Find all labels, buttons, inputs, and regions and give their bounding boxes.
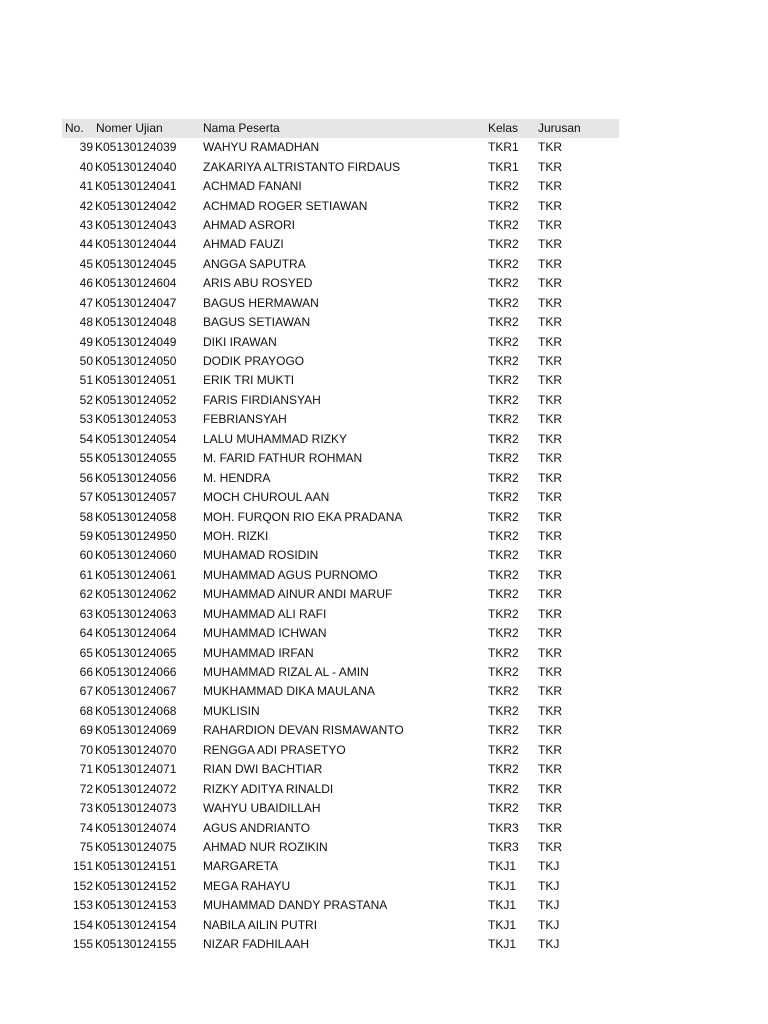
cell-jurusan: TKJ	[538, 878, 560, 893]
cell-jurusan: TKR	[538, 159, 562, 174]
cell-nama-peserta: LALU MUHAMMAD RIZKY	[203, 431, 348, 446]
table-row	[62, 779, 619, 798]
cell-no: 64	[79, 626, 93, 641]
cell-nama-peserta: MOH. RIZKI	[203, 528, 269, 543]
cell-no: 42	[79, 198, 93, 213]
cell-nomer-ujian: K05130124074	[95, 820, 177, 835]
cell-nama-peserta: ACHMAD ROGER SETIAWAN	[203, 198, 368, 213]
cell-kelas: TKR2	[488, 373, 519, 388]
cell-no: 71	[79, 762, 93, 777]
table-row	[62, 896, 619, 915]
cell-nama-peserta: MUHAMMAD RIZAL AL - AMIN	[203, 665, 369, 680]
cell-nomer-ujian: K05130124064	[95, 626, 177, 641]
table-row	[62, 702, 619, 721]
cell-kelas: TKR2	[488, 781, 519, 796]
cell-kelas: TKR2	[488, 392, 519, 407]
cell-jurusan: TKR	[538, 528, 562, 543]
cell-no: 45	[79, 256, 93, 271]
cell-jurusan: TKJ	[538, 898, 560, 913]
table-row	[62, 741, 619, 760]
cell-nama-peserta: RENGGA ADI PRASETYO	[203, 742, 346, 757]
cell-nama-peserta: AGUS ANDRIANTO	[203, 820, 311, 835]
cell-nama-peserta: MEGA RAHAYU	[203, 878, 291, 893]
cell-kelas: TKR2	[488, 723, 519, 738]
cell-jurusan: TKR	[538, 626, 562, 641]
cell-jurusan: TKJ	[538, 859, 560, 874]
table-row	[62, 818, 619, 837]
cell-jurusan: TKJ	[538, 937, 560, 952]
table-row	[62, 935, 619, 954]
cell-kelas: TKR1	[488, 159, 519, 174]
cell-nama-peserta: AHMAD FAUZI	[203, 237, 284, 252]
table-row	[62, 255, 619, 274]
cell-nama-peserta: ZAKARIYA ALTRISTANTO FIRDAUS	[203, 159, 401, 174]
cell-nama-peserta: BAGUS SETIAWAN	[203, 315, 311, 330]
table-row	[62, 468, 619, 487]
cell-nama-peserta: ACHMAD FANANI	[203, 179, 302, 194]
cell-nomer-ujian: K05130124051	[95, 373, 177, 388]
cell-kelas: TKR3	[488, 839, 519, 854]
cell-kelas: TKR2	[488, 509, 519, 524]
cell-no: 58	[79, 509, 93, 524]
cell-kelas: TKR2	[488, 198, 519, 213]
cell-nama-peserta: DODIK PRAYOGO	[203, 354, 305, 369]
cell-no: 57	[79, 490, 93, 505]
cell-nomer-ujian: K05130124155	[95, 937, 177, 952]
cell-nomer-ujian: K05130124055	[95, 451, 177, 466]
cell-nomer-ujian: K05130124151	[95, 859, 177, 874]
cell-kelas: TKR2	[488, 295, 519, 310]
cell-jurusan: TKR	[538, 645, 562, 660]
table-row	[62, 916, 619, 935]
cell-nomer-ujian: K05130124056	[95, 470, 177, 485]
cell-no: 49	[79, 334, 93, 349]
cell-jurusan: TKR	[538, 839, 562, 854]
cell-nomer-ujian: K05130124067	[95, 684, 177, 699]
cell-kelas: TKR2	[488, 179, 519, 194]
table-row	[62, 313, 619, 332]
cell-no: 74	[79, 820, 93, 835]
cell-kelas: TKR2	[488, 451, 519, 466]
cell-kelas: TKR2	[488, 256, 519, 271]
table-row	[62, 877, 619, 896]
cell-nama-peserta: RAHARDION DEVAN RISMAWANTO	[203, 723, 404, 738]
cell-kelas: TKR2	[488, 742, 519, 757]
header-kelas: Kelas	[488, 121, 519, 135]
cell-nama-peserta: MUHAMMAD AINUR ANDI MARUF	[203, 587, 393, 602]
cell-kelas: TKR2	[488, 703, 519, 718]
cell-nama-peserta: FARIS FIRDIANSYAH	[203, 392, 321, 407]
cell-jurusan: TKR	[538, 665, 562, 680]
cell-no: 54	[79, 431, 93, 446]
cell-jurusan: TKR	[538, 742, 562, 757]
cell-no: 39	[79, 140, 93, 155]
cell-kelas: TKR2	[488, 626, 519, 641]
cell-nama-peserta: MUKLISIN	[203, 703, 260, 718]
cell-no: 61	[79, 567, 93, 582]
cell-nama-peserta: MUHAMMAD ICHWAN	[203, 626, 327, 641]
cell-kelas: TKR2	[488, 237, 519, 252]
cell-kelas: TKR2	[488, 684, 519, 699]
cell-no: 46	[79, 276, 93, 291]
cell-kelas: TKR2	[488, 412, 519, 427]
cell-nomer-ujian: K05130124061	[95, 567, 177, 582]
table-row	[62, 332, 619, 351]
cell-nomer-ujian: K05130124153	[95, 898, 177, 913]
cell-jurusan: TKR	[538, 801, 562, 816]
cell-nomer-ujian: K05130124060	[95, 548, 177, 563]
cell-jurusan: TKR	[538, 606, 562, 621]
cell-kelas: TKJ1	[488, 937, 517, 952]
cell-kelas: TKR2	[488, 762, 519, 777]
cell-nomer-ujian: K05130124069	[95, 723, 177, 738]
table-row	[62, 430, 619, 449]
cell-no: 60	[79, 548, 93, 563]
cell-nama-peserta: WAHYU UBAIDILLAH	[203, 801, 321, 816]
table-row	[62, 371, 619, 390]
cell-kelas: TKJ1	[488, 859, 517, 874]
cell-jurusan: TKR	[538, 276, 562, 291]
cell-nomer-ujian: K05130124043	[95, 217, 177, 232]
cell-no: 66	[79, 665, 93, 680]
cell-no: 50	[79, 354, 93, 369]
cell-kelas: TKR2	[488, 645, 519, 660]
cell-no: 47	[79, 295, 93, 310]
cell-jurusan: TKR	[538, 762, 562, 777]
cell-jurusan: TKR	[538, 217, 562, 232]
cell-nomer-ujian: K05130124041	[95, 179, 177, 194]
header-row	[62, 119, 619, 138]
cell-no: 44	[79, 237, 93, 252]
header-no: No.	[65, 121, 84, 135]
cell-nomer-ujian: K05130124065	[95, 645, 177, 660]
table-row	[62, 799, 619, 818]
cell-nama-peserta: MUKHAMMAD DIKA MAULANA	[203, 684, 376, 699]
table-row	[62, 857, 619, 876]
cell-nama-peserta: MARGARETA	[203, 859, 279, 874]
cell-nama-peserta: MOH. FURQON RIO EKA PRADANA	[203, 509, 403, 524]
table-row	[62, 546, 619, 565]
cell-nomer-ujian: K05130124052	[95, 392, 177, 407]
cell-no: 40	[79, 159, 93, 174]
table-row	[62, 488, 619, 507]
cell-no: 56	[79, 470, 93, 485]
cell-jurusan: TKR	[538, 412, 562, 427]
cell-no: 65	[79, 645, 93, 660]
cell-nama-peserta: ANGGA SAPUTRA	[203, 256, 306, 271]
cell-nama-peserta: MUHAMMAD IRFAN	[203, 645, 314, 660]
cell-no: 43	[79, 217, 93, 232]
cell-nama-peserta: MUHAMMAD AGUS PURNOMO	[203, 567, 378, 582]
table-row	[62, 157, 619, 176]
cell-jurusan: TKR	[538, 256, 562, 271]
cell-kelas: TKR2	[488, 276, 519, 291]
cell-nama-peserta: MUHAMMAD ALI RAFI	[203, 606, 327, 621]
participant-table	[62, 119, 619, 954]
cell-jurusan: TKR	[538, 198, 562, 213]
cell-jurusan: TKR	[538, 509, 562, 524]
cell-nomer-ujian: K05130124045	[95, 256, 177, 271]
cell-nomer-ujian: K05130124604	[95, 276, 177, 291]
cell-no: 69	[79, 723, 93, 738]
cell-nomer-ujian: K05130124070	[95, 742, 177, 757]
cell-kelas: TKR2	[488, 431, 519, 446]
table-row	[62, 196, 619, 215]
cell-nomer-ujian: K05130124042	[95, 198, 177, 213]
cell-nomer-ujian: K05130124049	[95, 334, 177, 349]
cell-kelas: TKR2	[488, 490, 519, 505]
cell-nama-peserta: NIZAR FADHILAAH	[203, 937, 310, 952]
cell-jurusan: TKJ	[538, 917, 560, 932]
cell-no: 63	[79, 606, 93, 621]
table-row	[62, 643, 619, 662]
cell-jurusan: TKR	[538, 392, 562, 407]
table-row	[62, 216, 619, 235]
cell-jurusan: TKR	[538, 354, 562, 369]
table-row	[62, 605, 619, 624]
table-row	[62, 624, 619, 643]
cell-nama-peserta: AHMAD NUR ROZIKIN	[203, 839, 328, 854]
cell-jurusan: TKR	[538, 295, 562, 310]
cell-jurusan: TKR	[538, 781, 562, 796]
table-row	[62, 294, 619, 313]
cell-nomer-ujian: K05130124054	[95, 431, 177, 446]
cell-jurusan: TKR	[538, 820, 562, 835]
cell-no: 155	[72, 937, 93, 952]
cell-nomer-ujian: K05130124039	[95, 140, 177, 155]
cell-kelas: TKJ1	[488, 878, 517, 893]
cell-nomer-ujian: K05130124154	[95, 917, 177, 932]
cell-jurusan: TKR	[538, 451, 562, 466]
cell-nomer-ujian: K05130124044	[95, 237, 177, 252]
cell-nomer-ujian: K05130124063	[95, 606, 177, 621]
table-row	[62, 274, 619, 293]
cell-nama-peserta: RIZKY ADITYA RINALDI	[203, 781, 334, 796]
cell-jurusan: TKR	[538, 237, 562, 252]
table-row	[62, 235, 619, 254]
cell-nomer-ujian: K05130124057	[95, 490, 177, 505]
cell-no: 70	[79, 742, 93, 757]
table-body	[62, 138, 619, 954]
cell-no: 68	[79, 703, 93, 718]
cell-no: 55	[79, 451, 93, 466]
cell-nama-peserta: DIKI IRAWAN	[203, 334, 277, 349]
cell-nomer-ujian: K05130124047	[95, 295, 177, 310]
cell-kelas: TKR2	[488, 606, 519, 621]
cell-jurusan: TKR	[538, 334, 562, 349]
header-jurusan: Jurusan	[538, 121, 581, 135]
table-row	[62, 177, 619, 196]
cell-jurusan: TKR	[538, 140, 562, 155]
table-row	[62, 585, 619, 604]
table-row	[62, 391, 619, 410]
table-row	[62, 682, 619, 701]
cell-no: 41	[79, 179, 93, 194]
cell-jurusan: TKR	[538, 684, 562, 699]
table-row	[62, 760, 619, 779]
cell-kelas: TKR2	[488, 528, 519, 543]
cell-kelas: TKR2	[488, 315, 519, 330]
table-row	[62, 838, 619, 857]
cell-jurusan: TKR	[538, 431, 562, 446]
cell-nama-peserta: MUHAMMAD DANDY PRASTANA	[203, 898, 388, 913]
cell-nama-peserta: WAHYU RAMADHAN	[203, 140, 320, 155]
table-row	[62, 566, 619, 585]
cell-jurusan: TKR	[538, 723, 562, 738]
cell-nama-peserta: AHMAD ASRORI	[203, 217, 296, 232]
cell-kelas: TKR2	[488, 801, 519, 816]
cell-nomer-ujian: K05130124950	[95, 528, 177, 543]
cell-no: 48	[79, 315, 93, 330]
cell-kelas: TKR2	[488, 665, 519, 680]
cell-nama-peserta: ARIS ABU ROSYED	[203, 276, 313, 291]
cell-no: 153	[72, 898, 93, 913]
cell-nomer-ujian: K05130124053	[95, 412, 177, 427]
table-row	[62, 721, 619, 740]
cell-no: 75	[79, 839, 93, 854]
cell-jurusan: TKR	[538, 179, 562, 194]
cell-kelas: TKR2	[488, 567, 519, 582]
cell-nomer-ujian: K05130124050	[95, 354, 177, 369]
cell-nomer-ujian: K05130124040	[95, 159, 177, 174]
table-header	[62, 119, 619, 138]
header-nomer-ujian: Nomer Ujian	[96, 121, 163, 135]
cell-nama-peserta: NABILA AILIN PUTRI	[203, 917, 318, 932]
cell-nama-peserta: RIAN DWI BACHTIAR	[203, 762, 323, 777]
cell-nama-peserta: MUHAMAD ROSIDIN	[203, 548, 319, 563]
cell-nomer-ujian: K05130124066	[95, 665, 177, 680]
cell-nama-peserta: BAGUS HERMAWAN	[203, 295, 319, 310]
table-row	[62, 663, 619, 682]
cell-jurusan: TKR	[538, 315, 562, 330]
cell-nama-peserta: FEBRIANSYAH	[203, 412, 287, 427]
cell-no: 67	[79, 684, 93, 699]
cell-no: 154	[72, 917, 93, 932]
cell-nama-peserta: ERIK TRI MUKTI	[203, 373, 295, 388]
participant-list-sheet	[62, 119, 619, 954]
cell-no: 59	[79, 528, 93, 543]
cell-nama-peserta: MOCH CHUROUL AAN	[203, 490, 330, 505]
table-row	[62, 410, 619, 429]
cell-jurusan: TKR	[538, 548, 562, 563]
cell-jurusan: TKR	[538, 587, 562, 602]
cell-no: 51	[79, 373, 93, 388]
table-row	[62, 138, 619, 157]
cell-nomer-ujian: K05130124075	[95, 839, 177, 854]
cell-nomer-ujian: K05130124072	[95, 781, 177, 796]
cell-nomer-ujian: K05130124048	[95, 315, 177, 330]
cell-jurusan: TKR	[538, 490, 562, 505]
cell-nomer-ujian: K05130124062	[95, 587, 177, 602]
cell-no: 62	[79, 587, 93, 602]
cell-nomer-ujian: K05130124068	[95, 703, 177, 718]
cell-nomer-ujian: K05130124058	[95, 509, 177, 524]
cell-kelas: TKR2	[488, 470, 519, 485]
cell-no: 72	[79, 781, 93, 796]
cell-no: 73	[79, 801, 93, 816]
cell-kelas: TKR2	[488, 354, 519, 369]
cell-nama-peserta: M. FARID FATHUR ROHMAN	[203, 451, 363, 466]
cell-jurusan: TKR	[538, 703, 562, 718]
cell-no: 53	[79, 412, 93, 427]
cell-jurusan: TKR	[538, 373, 562, 388]
table-row	[62, 507, 619, 526]
table-row	[62, 527, 619, 546]
cell-kelas: TKR1	[488, 140, 519, 155]
cell-kelas: TKR3	[488, 820, 519, 835]
cell-kelas: TKR2	[488, 217, 519, 232]
table-row	[62, 352, 619, 371]
header-nama-peserta: Nama Peserta	[203, 121, 280, 135]
cell-no: 152	[72, 878, 93, 893]
cell-no: 52	[79, 392, 93, 407]
cell-jurusan: TKR	[538, 567, 562, 582]
cell-kelas: TKJ1	[488, 898, 517, 913]
cell-nama-peserta: M. HENDRA	[203, 470, 271, 485]
cell-kelas: TKJ1	[488, 917, 517, 932]
cell-nomer-ujian: K05130124152	[95, 878, 177, 893]
cell-kelas: TKR2	[488, 548, 519, 563]
cell-nomer-ujian: K05130124071	[95, 762, 177, 777]
cell-kelas: TKR2	[488, 334, 519, 349]
table-row	[62, 449, 619, 468]
cell-kelas: TKR2	[488, 587, 519, 602]
cell-nomer-ujian: K05130124073	[95, 801, 177, 816]
cell-no: 151	[72, 859, 93, 874]
cell-jurusan: TKR	[538, 470, 562, 485]
